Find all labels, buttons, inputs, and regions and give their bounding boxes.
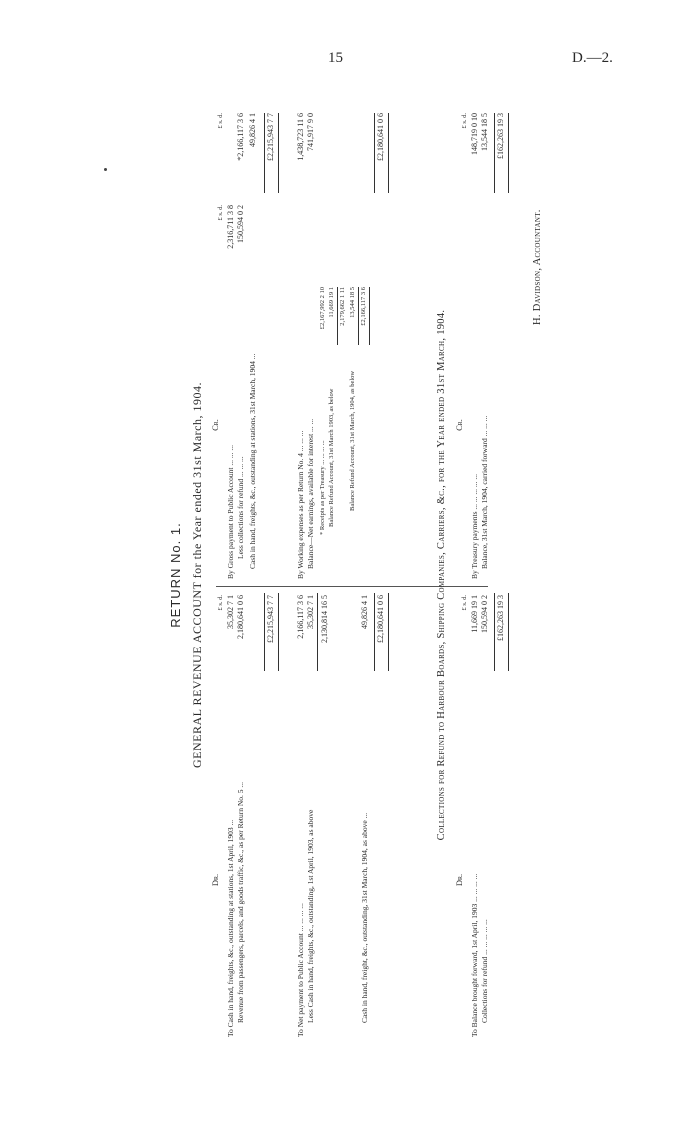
refund-credit-money-header: £ s. d. [461, 113, 468, 129]
refund-dr-line-2: Collections for refund ... ... ... ... ... [480, 919, 489, 1023]
cr-total-1: £2,215,943 7 7 [266, 113, 275, 161]
dr-line-4: Less Cash in hand, freights, &c., outstanding, 1st April, 1903, as above [306, 809, 315, 1023]
dr-total-2: £2,180,641 0 6 [376, 595, 385, 643]
cr-total-1-underline [278, 113, 279, 193]
dr-total-1-underline [278, 593, 279, 671]
cr-line-2: Less collections for refund ... ... ... [236, 456, 245, 559]
dr-line-4-net: 2,130,814 16 5 [320, 595, 329, 643]
refund-account-title: Collections for Refund to Harbour Boards, Shipping Companies, Carriers, &c., for the Year ended 31st March, 1904. [436, 309, 447, 841]
refund-dr-line-2-amount: 150,594 0 2 [480, 595, 489, 633]
cr-line-5-amount: 741,917 9 0 [306, 113, 315, 151]
cr-line-2-amount: 150,594 0 2 [236, 205, 245, 243]
refund-dr-line-1-amount: 11,669 19 1 [470, 595, 479, 633]
note-balance-1903: Balance Refund Account, 31st March 1903, as below [328, 388, 335, 527]
note-balance-1903-amount: 11,669 19 1 [328, 287, 335, 318]
dr-line-5: Cash in hand, freight, &c., outstanding, 31st March, 1904, as above ... [360, 812, 369, 1023]
cr-line-4-amount: 1,438,723 11 6 [296, 113, 305, 161]
credit-money-header-2: £ s. d. [217, 113, 224, 129]
refund-cr-line-2-amount: 13,544 18 5 [480, 113, 489, 151]
refund-cr-line-1: By Treasury payments ... ... ... ... ... [470, 474, 479, 579]
refund-debit-header: Dr. [454, 873, 464, 887]
debit-header: Dr. [210, 873, 220, 887]
debit-money-header: £ s. d. [217, 595, 224, 611]
dr-line-3-amount: 2,166,117 3 6 [296, 595, 305, 639]
return-page-content [160, 105, 590, 1045]
cr-line-1-amount: 2,316,711 3 8 [226, 205, 235, 249]
refund-credit-header: Cr. [454, 419, 464, 431]
account-title: GENERAL REVENUE ACCOUNT for the Year ended 31st March, 1904. [190, 382, 204, 768]
refund-debit-money-header: £ s. d. [461, 595, 468, 611]
cr-total-2-rule [374, 113, 375, 193]
refund-dr-total-underline [508, 593, 509, 671]
credit-money-header-1: £ s. d. [217, 205, 224, 221]
credit-header: Cr. [210, 419, 220, 431]
column-divider [216, 586, 488, 587]
dr-line-4-rule [317, 593, 318, 671]
document-reference: D.—2. [572, 50, 613, 66]
dr-total-1: £2,215,943 7 7 [266, 595, 275, 643]
note-total: £2,166,117 3 6 [360, 287, 367, 326]
cr-total-1-rule [264, 113, 265, 193]
accountant-signature: H. Davidson, Accountant. [532, 209, 543, 325]
note-receipts-amount: £2,167,992 2 10 [319, 287, 326, 330]
cr-line-1: By Gross payment to Public Account ... ... ... [226, 445, 235, 579]
cr-total-2: £2,180,641 0 6 [376, 113, 385, 161]
note-receipts: * Receipts as per Treasury ... ... ... ... [319, 440, 326, 535]
cr-line-3: Cash in hand, freights, &c., outstanding at stations, 31st March, 1904 ... [248, 353, 257, 569]
refund-dr-line-1: To Balance brought forward, 1st April, 1903 ... ... ... ... [470, 873, 479, 1037]
refund-dr-total: £162,263 19 3 [496, 595, 505, 641]
cr-total-2-underline [388, 113, 389, 193]
dr-line-3: To Net payment to Public Account ... ... ... ... [296, 903, 305, 1037]
note-balance-1904: Balance Refund Account, 31st March, 1904, as below [349, 370, 356, 511]
note-balance-1904-amount: 13,544 18 5 [349, 287, 356, 318]
cr-line-5: Balance—Net earnings, available for interest ... ... [306, 418, 315, 569]
return-title: RETURN No. 1. [168, 522, 183, 628]
refund-cr-line-1-amount: 148,719 0 10 [470, 113, 479, 155]
refund-cr-total: £162,263 19 3 [496, 113, 505, 159]
dr-line-2-amount: 2,180,641 0 6 [236, 595, 245, 639]
dr-total-1-rule [264, 593, 265, 671]
dr-total-2-underline [388, 593, 389, 671]
note-total-underline [369, 287, 370, 345]
refund-cr-total-underline [508, 113, 509, 193]
dr-total-2-rule [374, 593, 375, 671]
note-subtotal: 2,179,662 1 11 [339, 287, 346, 326]
refund-cr-line-2: Balance, 31st March, 1904, carried forward ... ... ... [480, 415, 489, 569]
dr-line-2: Revenue from passengers, parcels, and goods traffic, &c., as per Return No. 5 ... [236, 781, 245, 1023]
page-number: 15 [328, 50, 343, 66]
dr-line-4-amount: 35,302 7 1 [306, 595, 315, 629]
refund-dr-total-rule [494, 593, 495, 671]
cr-line-4: By Working expenses as per Return No. 4 ... ... ... [296, 430, 305, 579]
dr-line-1-amount: 35,302 7 1 [226, 595, 235, 629]
cr-line-2-net: *2,166,117 3 6 [236, 113, 245, 161]
refund-cr-total-rule [494, 113, 495, 193]
dr-line-5-amount: 49,826 4 1 [360, 595, 369, 629]
dr-line-1: To Cash in hand, freights, &c., outstanding at stations, 1st April, 1903 ... [226, 819, 235, 1037]
ink-mark [104, 168, 107, 171]
cr-line-3-amount: 49,826 4 1 [248, 113, 257, 147]
